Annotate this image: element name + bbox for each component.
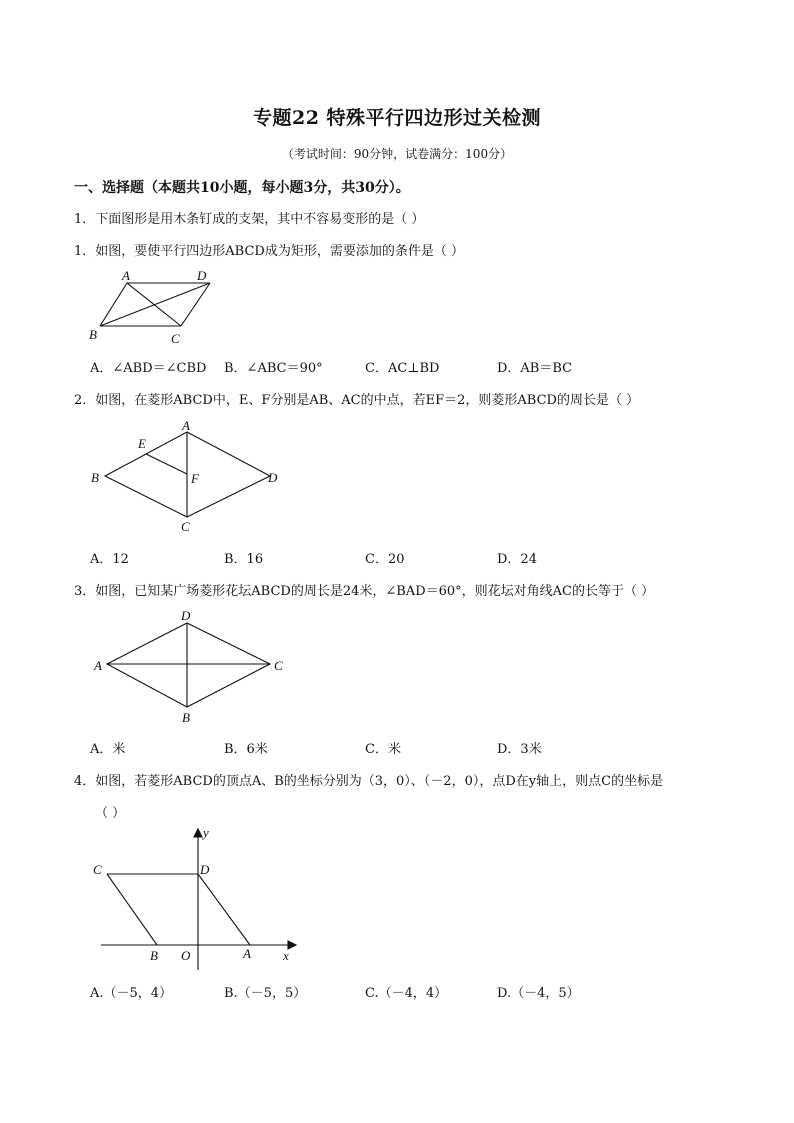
coordinate-axes	[101, 829, 296, 970]
question-0-text: 1．下面图形是用木条钉成的支架，其中不容易变形的是（ ）	[74, 212, 425, 227]
q3-option-c[interactable]: C．米	[365, 742, 401, 757]
label-b: B	[150, 948, 158, 963]
q2-option-d[interactable]: D．24	[497, 552, 537, 567]
label-b: B	[91, 470, 99, 485]
label-a: A	[182, 418, 190, 433]
exam-info: （考试时间：90分钟，试卷满分：100分）	[281, 147, 513, 161]
label-c: C	[274, 658, 283, 673]
x-axis-arrow	[288, 941, 296, 949]
q1-option-b[interactable]: B．∠ABC＝90°	[224, 361, 323, 376]
label-c: C	[171, 331, 180, 346]
question-3-text: 3．如图，已知某广场菱形花坛ABCD的周长是24米，∠BAD＝60°，则花坛对角线AC的长等于（ ）	[74, 584, 655, 599]
label-d: D	[197, 268, 207, 283]
q2-option-b[interactable]: B．16	[224, 552, 264, 567]
question-2-text: 2．如图，在菱形ABCD中，E、F分别是AB、AC的中点，若EF＝2，则菱形ABCD的周长是（ ）	[74, 393, 640, 408]
question-1-text: 1．如图，要使平行四边形ABCD成为矩形，需要添加的条件是（ ）	[74, 244, 464, 259]
q4-option-d[interactable]: D.（－4，5）	[497, 986, 580, 1001]
question-4-text: 4．如图，若菱形ABCD的顶点A、B的坐标分别为（3，0）、（－2，0），点D在y轴上，则点C的坐标是	[74, 774, 664, 789]
q1-option-a[interactable]: A．∠ABD＝∠CBD	[90, 361, 207, 376]
q4-option-b[interactable]: B.（－5，5）	[224, 986, 307, 1001]
label-a: A	[94, 658, 102, 673]
q3-option-a[interactable]: A．米	[90, 742, 126, 757]
label-a: A	[122, 268, 130, 283]
side-cb	[107, 874, 157, 945]
label-c: C	[93, 862, 102, 877]
q2-option-a[interactable]: A．12	[90, 552, 129, 567]
q4-option-a[interactable]: A.（－5，4）	[90, 986, 173, 1001]
label-a: A	[243, 946, 251, 961]
page-title: 专题22 特殊平行四边形过关检测	[252, 107, 542, 129]
q2-option-c[interactable]: C．20	[365, 552, 405, 567]
label-d: D	[181, 608, 191, 623]
label-d: D	[200, 862, 210, 877]
label-x: x	[283, 948, 289, 963]
y-axis-arrow	[194, 829, 202, 837]
q4-option-c[interactable]: C.（－4，4）	[365, 986, 448, 1001]
label-d: D	[268, 470, 278, 485]
side-da	[198, 874, 250, 945]
label-c: C	[181, 519, 190, 534]
question-4-paren: （ ）	[95, 806, 126, 821]
label-o: O	[181, 948, 191, 963]
q3-option-b[interactable]: B．6米	[224, 742, 268, 757]
label-f: F	[191, 471, 199, 486]
label-e: E	[138, 436, 146, 451]
section-heading-choice: 一、选择题（本题共10小题，每小题3分，共30分）。	[74, 180, 410, 196]
label-y: y	[203, 825, 209, 840]
q1-option-c[interactable]: C．AC⊥BD	[365, 361, 440, 376]
q3-option-d[interactable]: D．3米	[497, 742, 542, 757]
label-b: B	[89, 327, 97, 342]
q1-option-d[interactable]: D．AB＝BC	[497, 361, 573, 376]
rhombus-abcd	[107, 874, 250, 945]
label-b: B	[182, 710, 190, 725]
